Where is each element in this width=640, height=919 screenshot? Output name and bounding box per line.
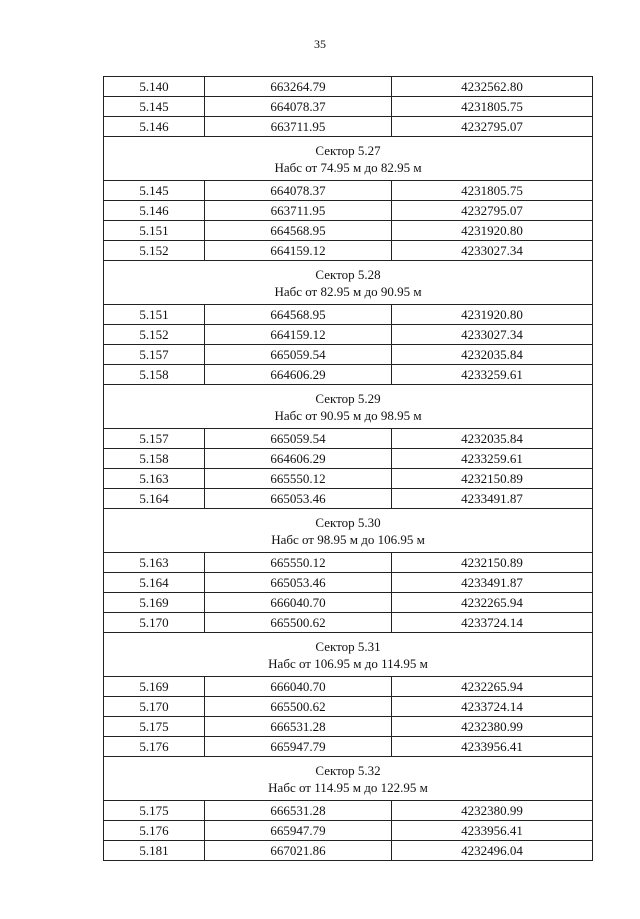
y-coordinate-cell: 4232035.84 xyxy=(392,345,593,365)
x-coordinate-cell: 664568.95 xyxy=(205,221,392,241)
sector-header-row xyxy=(104,757,593,801)
x-coordinate-cell: 664568.95 xyxy=(205,305,392,325)
table-row xyxy=(104,117,593,137)
y-coordinate-cell: 4232562.80 xyxy=(392,77,593,97)
table-row xyxy=(104,613,593,633)
sector-header-row xyxy=(104,385,593,429)
y-coordinate-cell: 4232496.04 xyxy=(392,841,593,861)
table-row xyxy=(104,345,593,365)
table-row xyxy=(104,821,593,841)
x-coordinate-cell: 665550.12 xyxy=(205,553,392,573)
y-coordinate-cell: 4233956.41 xyxy=(392,821,593,841)
sector-title: Сектор 5.29 xyxy=(315,390,381,406)
point-number-cell: 5.152 xyxy=(104,241,205,261)
y-coordinate-cell: 4233259.61 xyxy=(392,449,593,469)
y-coordinate-cell: 4232035.84 xyxy=(392,429,593,449)
y-coordinate-cell: 4232380.99 xyxy=(392,801,593,821)
sector-height-range: Набс от 74.95 м до 82.95 м xyxy=(274,159,422,175)
table-row xyxy=(104,573,593,593)
x-coordinate-cell: 665059.54 xyxy=(205,429,392,449)
sector-title: Сектор 5.27 xyxy=(315,142,381,158)
sector-title: Сектор 5.28 xyxy=(315,266,381,282)
y-coordinate-cell: 4232265.94 xyxy=(392,593,593,613)
table-row xyxy=(104,429,593,449)
y-coordinate-cell: 4232265.94 xyxy=(392,677,593,697)
x-coordinate-cell: 666040.70 xyxy=(205,677,392,697)
point-number-cell: 5.152 xyxy=(104,325,205,345)
x-coordinate-cell: 665947.79 xyxy=(205,821,392,841)
sector-height-range: Набс от 90.95 м до 98.95 м xyxy=(274,407,422,423)
x-coordinate-cell: 664606.29 xyxy=(205,449,392,469)
table-row xyxy=(104,201,593,221)
point-number-cell: 5.158 xyxy=(104,449,205,469)
sector-header-row xyxy=(104,633,593,677)
x-coordinate-cell: 664078.37 xyxy=(205,181,392,201)
point-number-cell: 5.175 xyxy=(104,801,205,821)
table-row xyxy=(104,325,593,345)
point-number-cell: 5.140 xyxy=(104,77,205,97)
y-coordinate-cell: 4232380.99 xyxy=(392,717,593,737)
point-number-cell: 5.176 xyxy=(104,737,205,757)
table-row xyxy=(104,677,593,697)
coordinates-table-body xyxy=(104,77,593,861)
sector-header-row xyxy=(104,509,593,553)
table-row xyxy=(104,241,593,261)
point-number-cell: 5.146 xyxy=(104,201,205,221)
y-coordinate-cell: 4232795.07 xyxy=(392,117,593,137)
point-number-cell: 5.146 xyxy=(104,117,205,137)
point-number-cell: 5.169 xyxy=(104,593,205,613)
x-coordinate-cell: 665947.79 xyxy=(205,737,392,757)
x-coordinate-cell: 664078.37 xyxy=(205,97,392,117)
sector-header-cell xyxy=(104,385,593,429)
x-coordinate-cell: 665053.46 xyxy=(205,573,392,593)
x-coordinate-cell: 666531.28 xyxy=(205,717,392,737)
x-coordinate-cell: 664606.29 xyxy=(205,365,392,385)
table-row xyxy=(104,553,593,573)
table-row xyxy=(104,717,593,737)
point-number-cell: 5.175 xyxy=(104,717,205,737)
table-row xyxy=(104,737,593,757)
y-coordinate-cell: 4233724.14 xyxy=(392,613,593,633)
point-number-cell: 5.145 xyxy=(104,97,205,117)
sector-header-row xyxy=(104,137,593,181)
table-row xyxy=(104,697,593,717)
y-coordinate-cell: 4233491.87 xyxy=(392,489,593,509)
table-row xyxy=(104,77,593,97)
table-row xyxy=(104,593,593,613)
point-number-cell: 5.164 xyxy=(104,573,205,593)
x-coordinate-cell: 665053.46 xyxy=(205,489,392,509)
point-number-cell: 5.170 xyxy=(104,697,205,717)
point-number-cell: 5.170 xyxy=(104,613,205,633)
point-number-cell: 5.176 xyxy=(104,821,205,841)
x-coordinate-cell: 666531.28 xyxy=(205,801,392,821)
point-number-cell: 5.163 xyxy=(104,469,205,489)
table-row xyxy=(104,97,593,117)
sector-header-row xyxy=(104,261,593,305)
point-number-cell: 5.169 xyxy=(104,677,205,697)
point-number-cell: 5.151 xyxy=(104,221,205,241)
y-coordinate-cell: 4233027.34 xyxy=(392,325,593,345)
y-coordinate-cell: 4233491.87 xyxy=(392,573,593,593)
coordinates-table xyxy=(103,76,593,861)
point-number-cell: 5.157 xyxy=(104,345,205,365)
point-number-cell: 5.164 xyxy=(104,489,205,509)
point-number-cell: 5.157 xyxy=(104,429,205,449)
x-coordinate-cell: 663711.95 xyxy=(205,117,392,137)
page-number: 35 xyxy=(314,37,326,51)
x-coordinate-cell: 663711.95 xyxy=(205,201,392,221)
x-coordinate-cell: 665500.62 xyxy=(205,697,392,717)
y-coordinate-cell: 4233724.14 xyxy=(392,697,593,717)
x-coordinate-cell: 667021.86 xyxy=(205,841,392,861)
x-coordinate-cell: 666040.70 xyxy=(205,593,392,613)
table-row xyxy=(104,365,593,385)
point-number-cell: 5.151 xyxy=(104,305,205,325)
point-number-cell: 5.145 xyxy=(104,181,205,201)
x-coordinate-cell: 665059.54 xyxy=(205,345,392,365)
point-number-cell: 5.181 xyxy=(104,841,205,861)
sector-height-range: Набс от 106.95 м до 114.95 м xyxy=(268,655,428,671)
y-coordinate-cell: 4231920.80 xyxy=(392,305,593,325)
x-coordinate-cell: 665550.12 xyxy=(205,469,392,489)
table-row xyxy=(104,305,593,325)
y-coordinate-cell: 4231805.75 xyxy=(392,97,593,117)
y-coordinate-cell: 4232795.07 xyxy=(392,201,593,221)
sector-title: Сектор 5.32 xyxy=(315,762,381,778)
x-coordinate-cell: 665500.62 xyxy=(205,613,392,633)
sector-height-range: Набс от 82.95 м до 90.95 м xyxy=(274,283,422,299)
table-row xyxy=(104,221,593,241)
y-coordinate-cell: 4233956.41 xyxy=(392,737,593,757)
table-row xyxy=(104,841,593,861)
y-coordinate-cell: 4231920.80 xyxy=(392,221,593,241)
sector-header-cell xyxy=(104,137,593,181)
sector-height-range: Набс от 114.95 м до 122.95 м xyxy=(268,779,428,795)
y-coordinate-cell: 4232150.89 xyxy=(392,553,593,573)
sector-height-range: Набс от 98.95 м до 106.95 м xyxy=(271,531,425,547)
sector-header-cell xyxy=(104,509,593,553)
point-number-cell: 5.158 xyxy=(104,365,205,385)
sector-header-cell xyxy=(104,633,593,677)
table-row xyxy=(104,489,593,509)
sector-title: Сектор 5.30 xyxy=(315,514,381,530)
x-coordinate-cell: 664159.12 xyxy=(205,325,392,345)
sector-header-cell xyxy=(104,261,593,305)
y-coordinate-cell: 4233259.61 xyxy=(392,365,593,385)
y-coordinate-cell: 4231805.75 xyxy=(392,181,593,201)
table-row xyxy=(104,469,593,489)
x-coordinate-cell: 663264.79 xyxy=(205,77,392,97)
sector-title: Сектор 5.31 xyxy=(315,638,381,654)
y-coordinate-cell: 4233027.34 xyxy=(392,241,593,261)
table-row xyxy=(104,801,593,821)
y-coordinate-cell: 4232150.89 xyxy=(392,469,593,489)
point-number-cell: 5.163 xyxy=(104,553,205,573)
sector-header-cell xyxy=(104,757,593,801)
table-row xyxy=(104,449,593,469)
x-coordinate-cell: 664159.12 xyxy=(205,241,392,261)
table-row xyxy=(104,181,593,201)
